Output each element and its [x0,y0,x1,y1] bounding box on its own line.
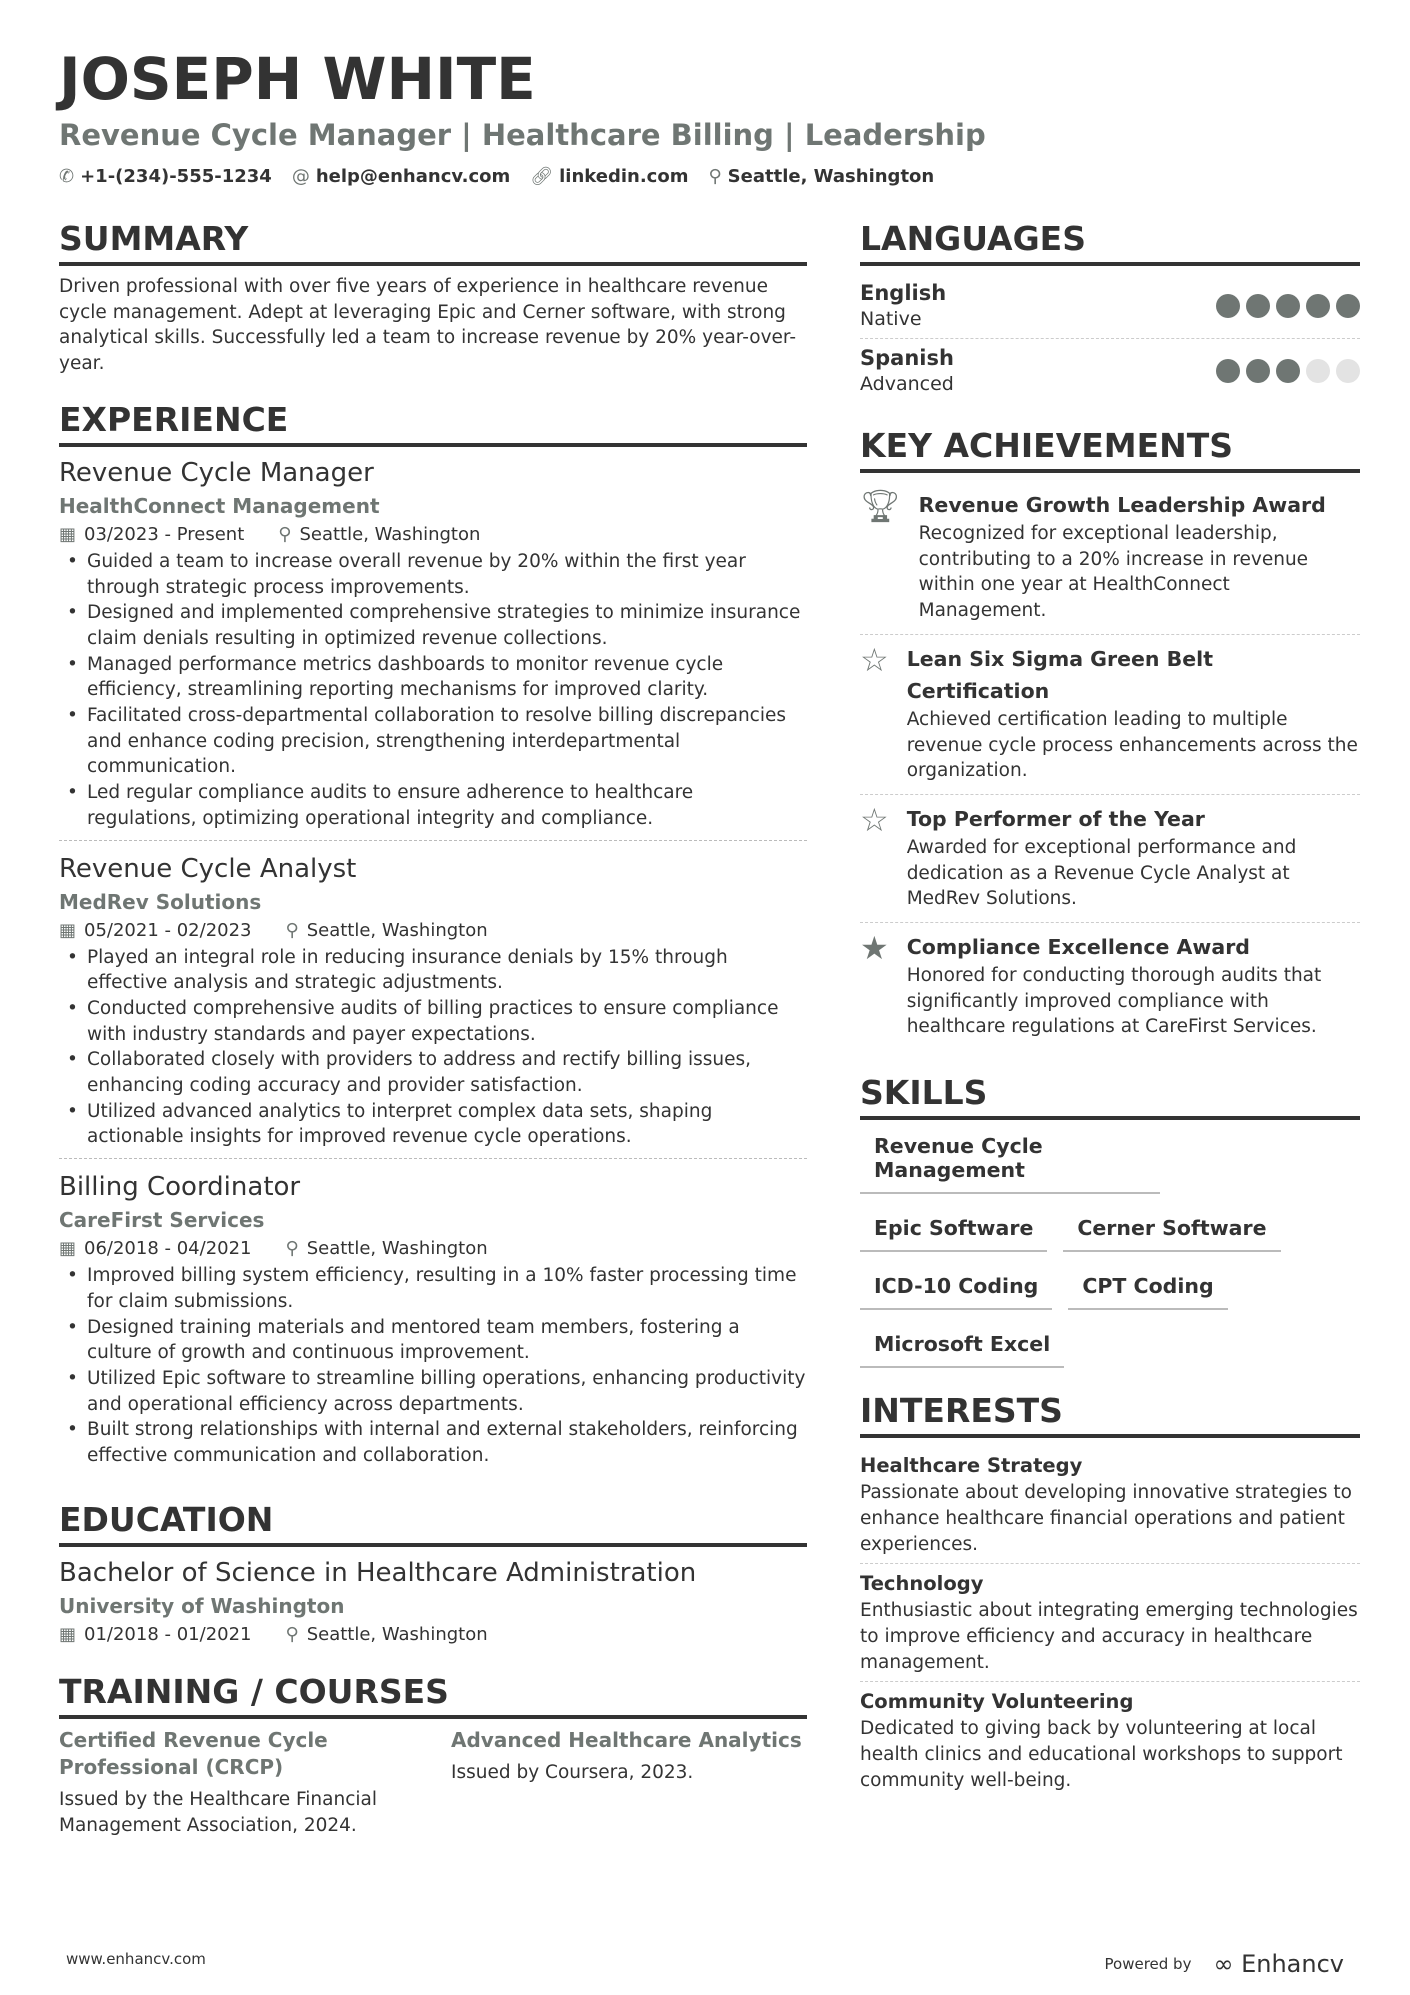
achievement-body [907,931,1360,1040]
bullet-item: • Managed performance metrics dashboards to monitor revenue cycle efficiency, streamlining reporting mechanisms for improved clarity. [59,652,807,703]
language-level: Advanced [860,373,954,395]
summary-section [59,218,807,377]
powered-by-label: Powered by [1104,1955,1192,1973]
course-title: Advanced Healthcare Analytics [451,1727,802,1752]
dates-text: 06/2018 - 04/2021 [84,1238,252,1260]
brand-name: Enhancv [1241,1950,1344,1978]
candidate-title: Revenue Cycle Manager | Healthcare Billing | Leadership [59,118,986,152]
rating-dot [1276,359,1300,383]
school-name: University of Washington [59,1593,345,1618]
location-icon: ⚲ [285,1623,299,1645]
contact-item[interactable] [59,166,272,187]
section-heading: SKILLS [860,1072,1360,1120]
interest-desc: Enthusiastic about integrating emerging technologies to improve efficiency and accuracy in healthcare management. [860,1600,1358,1673]
job-role: Revenue Cycle Analyst [59,853,357,884]
phone-icon: ✆ [59,166,75,187]
bullet-item: • Built strong relationships with internal and external stakeholders, reinforcing effective communication and collaboration. [59,1417,807,1468]
company-name: MedRev Solutions [59,889,262,914]
company-name: HealthConnect Management [59,493,380,518]
location-icon: ⚲ [278,523,292,545]
bullet-list [59,549,807,832]
course-desc: Issued by the Healthcare Financial Management Association, 2024. [59,1788,378,1836]
rating-dot [1306,294,1330,318]
location-text: Seattle, Washington [299,523,481,545]
contact-item[interactable] [530,166,688,187]
interest-title: Healthcare Strategy [860,1454,1083,1478]
bullet-item: • Designed and implemented comprehensive strategies to minimize insurance claim denials resulting in optimized revenue collections. [59,600,807,651]
date-range [59,521,244,549]
section-heading: KEY ACHIEVEMENTS [860,425,1360,473]
dates-text: 01/2018 - 01/2021 [84,1623,252,1645]
achievement-item [860,635,1360,795]
language-item [860,339,1360,403]
star-outline-icon: ☆ [860,640,889,679]
right-column [860,218,1360,1821]
contact-item[interactable] [708,166,934,187]
dates-text: 05/2021 - 02/2023 [84,919,252,941]
achievement-body [919,489,1360,624]
calendar-icon: ▦ [59,919,77,941]
interest-item [860,1446,1360,1564]
location-icon: ⚲ [285,919,299,941]
interest-desc: Passionate about developing innovative strategies to enhance healthcare financial operations and patient experiences. [860,1482,1353,1555]
left-column [59,218,807,1860]
date-range [59,917,252,945]
interest-title: Community Volunteering [860,1690,1134,1714]
rating-dot [1306,359,1330,383]
contact-text: +1-(234)-555-1234 [80,166,272,187]
rating-dot [1276,294,1300,318]
calendar-icon: ▦ [59,523,77,545]
contact-item[interactable] [292,166,510,187]
job-role: Revenue Cycle Manager [59,457,374,488]
bullet-item: • Conducted comprehensive audits of billing practices to ensure compliance with industry standards and payer expectations. [59,996,807,1047]
interests-section [860,1390,1360,1799]
resume-header [59,44,1359,187]
achievement-title: Lean Six Sigma Green Belt Certification [906,646,1213,703]
section-heading: INTERESTS [860,1390,1360,1438]
language-name: Spanish [860,346,954,370]
enhancv-logo: ∞ Enhancv [1213,1950,1344,1978]
candidate-name: JOSEPH WHITE [59,45,536,113]
bullet-list [59,945,807,1151]
language-info [860,280,946,332]
job-entry [59,455,807,841]
meta-row [59,1621,807,1649]
contact-info [59,166,1359,187]
contact-text: linkedin.com [559,166,689,187]
achievements-section [860,425,1360,1050]
section-heading: LANGUAGES [860,218,1360,266]
languages-section [860,218,1360,403]
bullet-item: • Collaborated closely with providers to address and rectify billing issues, enhancing coding accuracy and provider satisfaction. [59,1047,807,1098]
training-section [59,1671,807,1838]
rating-dot [1336,294,1360,318]
degree: Bachelor of Science in Healthcare Administration [59,1557,697,1588]
achievement-desc: Honored for conducting thorough audits that significantly improved compliance with healthcare regulations at CareFirst Services. [906,965,1322,1038]
bullet-item: • Utilized advanced analytics to interpret complex data sets, shaping actionable insights for improved revenue cycle operations. [59,1099,807,1150]
course-title: Certified Revenue Cycle Professional (CRCP) [59,1727,328,1779]
skill-tag: Microsoft Excel [860,1326,1064,1368]
skill-tag: Epic Software [860,1210,1047,1252]
bullet-item: • Led regular compliance audits to ensure adherence to healthcare regulations, optimizing operational integrity and compliance. [59,780,807,831]
achievement-body [907,643,1360,784]
location [286,917,488,945]
achievement-title: Revenue Growth Leadership Award [918,493,1326,517]
location-icon: ⚲ [708,166,722,187]
trophy-icon: 🏆︎ [860,487,901,525]
section-heading: EDUCATION [59,1499,807,1547]
rating-dot [1336,359,1360,383]
skill-tag: CPT Coding [1068,1268,1227,1310]
achievement-item [860,481,1360,635]
section-heading: TRAINING / COURSES [59,1671,807,1719]
achievement-desc: Achieved certification leading to multiple revenue cycle process enhancements across the organization. [906,708,1358,782]
contact-text: help@enhancv.com [315,166,511,187]
language-rating [1216,359,1360,383]
language-level: Native [860,308,922,330]
achievement-desc: Recognized for exceptional leadership, contributing to a 20% increase in revenue within one year at HealthConnect Management. [918,523,1309,622]
bullet-item: • Utilized Epic software to streamline billing operations, enhancing productivity and operational efficiency across departments. [59,1366,807,1417]
date-range [59,1235,252,1263]
calendar-icon: ▦ [59,1623,77,1645]
interest-item [860,1682,1360,1799]
skill-tag: Cerner Software [1063,1210,1280,1252]
star-filled-icon: ★ [860,929,889,968]
location-text: Seattle, Washington [306,1623,488,1645]
bullet-item: • Played an integral role in reducing insurance denials by 15% through effective analysis and strategic adjustments. [59,945,807,996]
website-link[interactable]: www.enhancv.com [66,1950,206,1968]
achievement-body [907,803,1360,912]
interest-title: Technology [860,1572,984,1596]
footer [66,1950,1344,1978]
achievement-title: Top Performer of the Year [906,806,1205,831]
rating-dot [1216,294,1240,318]
language-rating [1216,294,1360,318]
interest-item [860,1564,1360,1682]
job-role: Billing Coordinator [59,1172,301,1203]
summary-text: Driven professional with over five years of experience in healthcare revenue cycle management. Adept at leveraging Epic and Cerner software, with strong analytical skills. Successfully led a team to increase revenue by 20% year-over-year. [59,276,796,375]
job-entry [59,1169,807,1477]
bullet-item: • Designed training materials and mentored team members, fostering a culture of growth and continuous improvement. [59,1315,807,1366]
location [278,521,480,549]
job-entry [59,851,807,1160]
calendar-icon: ▦ [59,1238,77,1260]
skill-tag: ICD-10 Coding [860,1268,1052,1310]
achievement-item [860,923,1360,1050]
language-name: English [860,281,947,305]
interest-desc: Dedicated to giving back by volunteering at local health clinics and educational workshops to support community well-being. [860,1718,1343,1791]
meta-row [59,521,807,549]
contact-text: Seattle, Washington [727,166,935,187]
achievement-title: Compliance Excellence Award [906,935,1250,960]
education-section [59,1499,807,1649]
bullet-item: • Guided a team to increase overall revenue by 20% within the first year through strategic process improvements. [59,549,807,600]
bullet-list [59,1263,807,1469]
section-heading: SUMMARY [59,218,807,266]
course-entry [59,1727,415,1838]
achievement-item [860,795,1360,923]
star-outline-icon: ☆ [860,800,889,839]
section-heading: EXPERIENCE [59,399,807,447]
skill-tag: Revenue Cycle Management [860,1128,1160,1194]
rating-dot [1216,359,1240,383]
dates-text: 03/2023 - Present [84,523,245,545]
location [286,1621,488,1649]
skills-section [860,1072,1360,1368]
meta-row [59,917,807,945]
achievement-desc: Awarded for exceptional performance and dedication as a Revenue Cycle Analyst at MedRev Solutions. [906,836,1297,910]
location [286,1235,488,1263]
meta-row [59,1235,807,1263]
location-icon: ⚲ [285,1238,299,1260]
language-item [860,274,1360,339]
at-icon: @ [291,166,310,187]
language-info [860,345,954,397]
link-icon: 🔗︎ [530,166,554,187]
course-desc: Issued by Coursera, 2023. [451,1761,694,1783]
date-range [59,1621,252,1649]
rating-dot [1246,359,1270,383]
bullet-item: • Facilitated cross-departmental collaboration to resolve billing discrepancies and enhance coding precision, strengthening interdepartmental communication. [59,703,807,780]
location-text: Seattle, Washington [306,919,488,941]
course-entry [451,1727,807,1838]
experience-section [59,399,807,1477]
bullet-item: • Improved billing system efficiency, resulting in a 10% faster processing time for claim submissions. [59,1263,807,1314]
rating-dot [1246,294,1270,318]
company-name: CareFirst Services [59,1208,265,1233]
location-text: Seattle, Washington [306,1238,488,1260]
education-entry [59,1555,807,1649]
